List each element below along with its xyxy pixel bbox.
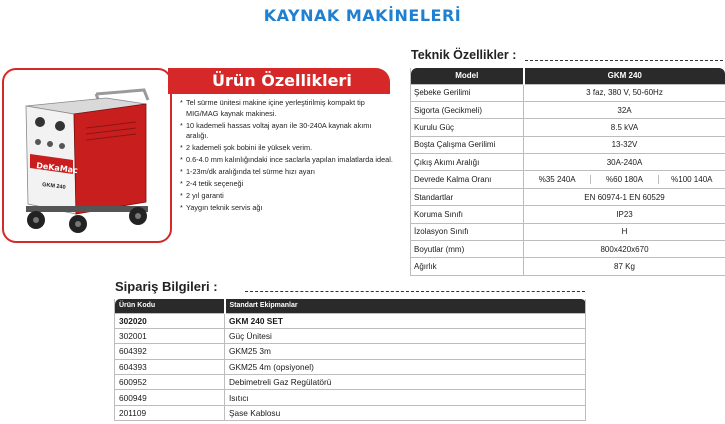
product-code: 302001 (115, 328, 225, 343)
spec-label: Çıkış Akımı Aralığı (411, 154, 524, 171)
feature-item: * Tel sürme ünitesi makine içine yerleştirilmiş kompakt tip MIG/MAG kaynak makinesi. (180, 98, 395, 119)
tech-row (411, 223, 725, 240)
spec-value: 800x420x670 (524, 241, 725, 258)
feature-item: * Yaygın teknik servis ağı (180, 203, 395, 214)
equipment-name: Isıtıcı (225, 390, 586, 405)
equipment-name: GKM25 4m (opsiyonel) (225, 359, 586, 374)
spec-value: EN 60974-1 EN 60529 (524, 188, 725, 205)
model-plate: GKM 240 (41, 182, 66, 191)
equipment-name: GKM25 3m (225, 344, 586, 359)
spec-value-split (524, 171, 725, 188)
welding-machine-image (16, 84, 156, 234)
equipment-name: Debimetreli Gaz Regülatörü (225, 375, 586, 390)
order-row (115, 313, 586, 328)
duty-cycle-value: %60 180A (590, 175, 657, 184)
order-row (115, 344, 586, 359)
order-divider (245, 291, 585, 292)
spec-label: Standartlar (411, 188, 524, 205)
tech-row (411, 206, 725, 223)
feature-item: * 2 yıl garanti (180, 191, 395, 202)
spec-label: İzolasyon Sınıfı (411, 223, 524, 240)
product-code: 600952 (115, 375, 225, 390)
equipment-name: Şase Kablosu (225, 405, 586, 420)
product-code: 302020 (115, 313, 225, 328)
tech-row (411, 154, 725, 171)
feature-item: * 2-4 tetik seçeneği (180, 179, 395, 190)
tech-row (411, 101, 725, 118)
spec-value: 8.5 kVA (524, 119, 725, 136)
spec-value: 13-32V (524, 136, 725, 153)
tech-heading: Teknik Özellikler : (411, 48, 517, 62)
order-row (115, 390, 586, 405)
product-code: 604393 (115, 359, 225, 374)
order-header-code: Ürün Kodu (115, 299, 225, 313)
spec-label: Şebeke Gerilimi (411, 84, 524, 101)
tech-row (411, 171, 725, 188)
tech-row (411, 136, 725, 153)
tech-row (411, 119, 725, 136)
order-table (114, 299, 586, 421)
tech-row (411, 188, 725, 205)
product-image-card (2, 68, 172, 243)
product-code: 600949 (115, 390, 225, 405)
features-panel (168, 68, 393, 250)
spec-label: Sigorta (Gecikmeli) (411, 101, 524, 118)
feature-item: * 10 kademeli hassas voltaj ayarı ile 30-240A kaynak akımı aralığı. (180, 121, 395, 142)
spec-label: Ağırlık (411, 258, 524, 275)
tech-header-row (411, 68, 725, 84)
order-row (115, 405, 586, 420)
duty-cycle-value: %35 240A (538, 175, 576, 185)
tech-row (411, 84, 725, 101)
brand-logo: DeKaMac (35, 161, 79, 176)
order-row (115, 375, 586, 390)
tech-header-label: Model (411, 68, 524, 84)
features-header (168, 68, 390, 94)
duty-cycle-value: %100 140A (658, 175, 725, 184)
features-title: Ürün Özellikleri (212, 71, 352, 90)
equipment-name: Güç Ünitesi (225, 328, 586, 343)
spec-value: 30A-240A (524, 154, 725, 171)
product-code: 201109 (115, 405, 225, 420)
order-heading: Sipariş Bilgileri : (115, 279, 218, 294)
spec-label: Boyutlar (mm) (411, 241, 524, 258)
tech-row (411, 241, 725, 258)
spec-label: Boşta Çalışma Gerilimi (411, 136, 524, 153)
order-row (115, 359, 586, 374)
product-code: 604392 (115, 344, 225, 359)
feature-item: * 1-23m/dk aralığında tel sürme hızı ayarı (180, 167, 395, 178)
feature-item: * 0.6-4.0 mm kalınlığındaki ince saclarla yapılan imalatlarda ideal. (180, 155, 395, 166)
spec-label: Kurulu Güç (411, 119, 524, 136)
equipment-name: GKM 240 SET (225, 313, 586, 328)
spec-label: Devrede Kalma Oranı (411, 171, 524, 188)
feature-item: * 2 kademeli şok bobini ile yüksek verim. (180, 143, 395, 154)
spec-value: IP23 (524, 206, 725, 223)
order-header-item: Standart Ekipmanlar (225, 299, 586, 313)
tech-row (411, 258, 725, 275)
spec-value: 32A (524, 101, 725, 118)
page-title: KAYNAK MAKİNELERİ (263, 6, 462, 25)
spec-value: H (524, 223, 725, 240)
features-list (180, 98, 395, 215)
order-header-row (115, 299, 586, 313)
spec-value: 87 Kg (524, 258, 725, 275)
order-row (115, 328, 586, 343)
spec-value: 3 faz, 380 V, 50-60Hz (524, 84, 725, 101)
tech-header-value: GKM 240 (524, 68, 725, 84)
tech-divider (525, 60, 723, 61)
spec-label: Koruma Sınıfı (411, 206, 524, 223)
tech-specs-table (410, 68, 725, 276)
